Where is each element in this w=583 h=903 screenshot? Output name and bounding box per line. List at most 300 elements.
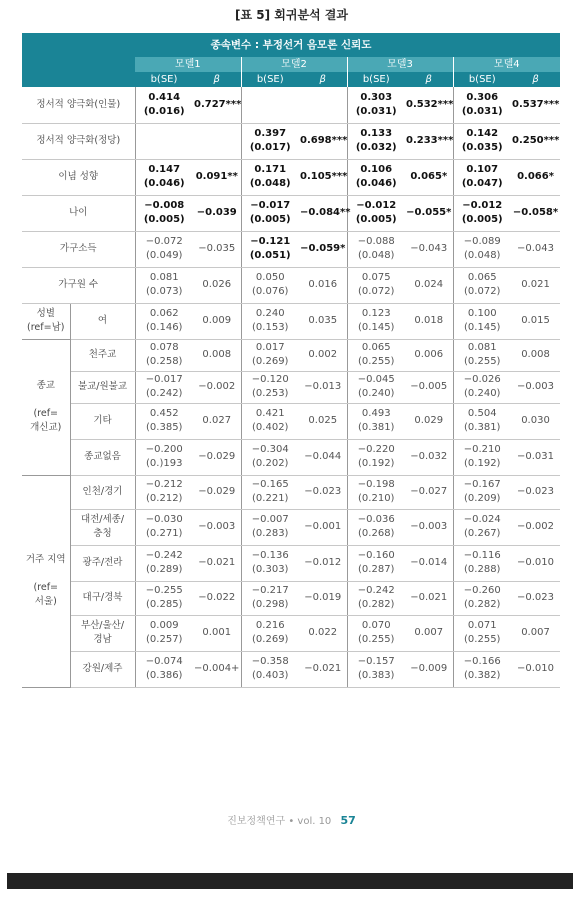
row-label: 종교없음	[70, 439, 135, 475]
coefficient-b: −0.116	[463, 550, 501, 561]
beta-cell: −0.023	[511, 475, 560, 509]
beta-cell: −0.029	[193, 439, 241, 475]
beta-cell: 0.532***	[405, 87, 453, 123]
coefficient-b: −0.089	[463, 236, 501, 247]
row-label: 대전/세종/ 충청	[70, 509, 135, 545]
coefficient-b: −0.024	[463, 514, 501, 525]
beta-cell: 0.006	[405, 339, 453, 371]
standard-error: (0.271)	[146, 528, 183, 539]
beta-cell: 0.002	[299, 339, 347, 371]
b-se-cell	[241, 403, 299, 439]
standard-error: (0.255)	[464, 634, 501, 645]
b-se-cell	[453, 159, 511, 195]
b-se-cell	[453, 339, 511, 371]
standard-error: (0.048)	[249, 178, 291, 189]
coefficient-b: −0.074	[145, 656, 183, 667]
standard-error: (0.032)	[355, 142, 397, 153]
standard-error: (0.381)	[464, 422, 501, 433]
beta-cell: 0.024	[405, 267, 453, 303]
beta-cell: −0.035	[193, 231, 241, 267]
coefficient-b: −0.007	[251, 514, 289, 525]
coefficient-b: 0.071	[467, 620, 497, 631]
standard-error: (0.153)	[252, 322, 289, 333]
coefficient-b: 0.081	[467, 342, 497, 353]
b-se-header: b(SE)	[453, 72, 511, 87]
model-header: 모델2	[241, 57, 347, 72]
beta-cell: −0.029	[193, 475, 241, 509]
row-label: 정서적 양극화(정당)	[22, 123, 135, 159]
b-se-cell	[241, 545, 299, 581]
standard-error: (0.005)	[461, 214, 503, 225]
standard-error: (0.035)	[461, 142, 503, 153]
b-se-cell	[241, 439, 299, 475]
b-se-cell	[241, 651, 299, 687]
beta-cell: 0.105***	[299, 159, 347, 195]
b-se-cell	[241, 615, 299, 651]
beta-cell: −0.005	[405, 371, 453, 403]
b-se-cell	[347, 615, 405, 651]
row-label: 가구소득	[22, 231, 135, 267]
beta-cell: −0.027	[405, 475, 453, 509]
model-header: 모델1	[135, 57, 241, 72]
standard-error: (0.072)	[464, 286, 501, 297]
coefficient-b: 0.070	[361, 620, 391, 631]
row-label: 나이	[22, 195, 135, 231]
b-se-cell	[241, 371, 299, 403]
b-se-cell	[241, 231, 299, 267]
beta-cell: −0.023	[511, 581, 560, 615]
standard-error: (0.031)	[355, 105, 397, 117]
b-se-cell	[453, 615, 511, 651]
standard-error: (0.240)	[464, 388, 501, 399]
b-se-cell	[453, 267, 511, 303]
beta-cell: −0.001	[299, 509, 347, 545]
b-se-cell	[347, 195, 405, 231]
standard-error: (0.381)	[358, 422, 395, 433]
coefficient-b: 0.081	[149, 272, 179, 283]
coefficient-b: 0.397	[254, 128, 287, 139]
b-se-cell	[453, 231, 511, 267]
standard-error: (0.212)	[146, 493, 183, 504]
b-se-cell	[453, 403, 511, 439]
coefficient-b: 0.504	[467, 408, 497, 419]
beta-cell: 0.727***	[193, 87, 241, 123]
b-se-cell	[347, 87, 405, 123]
beta-cell: 0.026	[193, 267, 241, 303]
standard-error: (0.005)	[355, 214, 397, 225]
standard-error: (0.385)	[146, 422, 183, 433]
standard-error: (0.005)	[249, 214, 291, 225]
standard-error: (0.269)	[252, 356, 289, 367]
standard-error: (0.076)	[252, 286, 289, 297]
coefficient-b: −0.026	[463, 374, 501, 385]
coefficient-b: −0.045	[357, 374, 395, 385]
b-se-cell	[347, 231, 405, 267]
b-se-cell	[135, 439, 193, 475]
standard-error: (0.288)	[464, 564, 501, 575]
journal-name: 진보정책연구 • vol. 10	[227, 816, 332, 827]
coefficient-b: −0.072	[145, 236, 183, 247]
coefficient-b: −0.012	[462, 200, 503, 211]
header-corner	[22, 57, 135, 87]
row-label: 여	[70, 303, 135, 339]
standard-error: (0.145)	[464, 322, 501, 333]
coefficient-b: 0.075	[361, 272, 391, 283]
b-se-cell	[241, 509, 299, 545]
beta-cell: −0.022	[193, 581, 241, 615]
beta-cell	[193, 123, 241, 159]
beta-cell: −0.010	[511, 545, 560, 581]
standard-error: (0.255)	[358, 356, 395, 367]
beta-cell: −0.003	[511, 371, 560, 403]
b-se-cell	[453, 87, 511, 123]
standard-error: (0.192)	[464, 458, 501, 469]
b-se-cell	[241, 339, 299, 371]
beta-cell: −0.044	[299, 439, 347, 475]
b-se-cell	[453, 475, 511, 509]
beta-cell: −0.023	[299, 475, 347, 509]
standard-error: (0.258)	[146, 356, 183, 367]
table-row	[22, 651, 560, 687]
beta-cell: 0.035	[299, 303, 347, 339]
coefficient-b: −0.167	[463, 479, 501, 490]
coefficient-b: 0.452	[149, 408, 179, 419]
beta-cell: −0.004+	[193, 651, 241, 687]
standard-error: (0.047)	[461, 178, 503, 189]
coefficient-b: 0.147	[148, 164, 181, 175]
b-se-cell	[135, 159, 193, 195]
beta-cell: −0.043	[511, 231, 560, 267]
b-se-cell	[241, 475, 299, 509]
table-caption: [표 5] 회귀분석 결과	[235, 8, 348, 22]
standard-error: (0.268)	[358, 528, 395, 539]
beta-cell: −0.002	[193, 371, 241, 403]
group-label: 성별 (ref=남)	[22, 303, 70, 339]
b-se-cell	[241, 195, 299, 231]
beta-cell: 0.066*	[511, 159, 560, 195]
beta-cell: −0.039	[193, 195, 241, 231]
b-se-cell	[241, 87, 299, 123]
beta-cell: 0.016	[299, 267, 347, 303]
beta-cell: −0.003	[193, 509, 241, 545]
coefficient-b: −0.255	[145, 585, 183, 596]
b-se-cell	[135, 195, 193, 231]
coefficient-b: −0.120	[251, 374, 289, 385]
standard-error: (0.210)	[358, 493, 395, 504]
standard-error: (0.255)	[464, 356, 501, 367]
b-se-cell	[347, 475, 405, 509]
standard-error: (0.289)	[146, 564, 183, 575]
coefficient-b: 0.142	[466, 128, 499, 139]
b-se-cell	[135, 371, 193, 403]
standard-error: (0.192)	[358, 458, 395, 469]
standard-error: (0.016)	[143, 105, 185, 117]
row-label: 이념 성향	[22, 159, 135, 195]
coefficient-b: 0.062	[149, 308, 179, 319]
coefficient-b: −0.017	[250, 200, 291, 211]
beta-header: β	[193, 72, 241, 87]
b-se-cell	[347, 303, 405, 339]
table-row	[22, 403, 560, 439]
beta-cell: −0.058*	[511, 195, 560, 231]
b-se-cell	[347, 439, 405, 475]
coefficient-b: −0.217	[251, 585, 289, 596]
beta-cell: −0.014	[405, 545, 453, 581]
standard-error: (0.257)	[146, 634, 183, 645]
coefficient-b: 0.065	[361, 342, 391, 353]
coefficient-b: −0.160	[357, 550, 395, 561]
coefficient-b: 0.414	[148, 91, 181, 103]
beta-cell: −0.019	[299, 581, 347, 615]
standard-error: (0.386)	[146, 670, 183, 681]
standard-error: (0.255)	[358, 634, 395, 645]
beta-cell: −0.021	[405, 581, 453, 615]
b-se-cell	[347, 267, 405, 303]
row-label: 부산/울산/ 경남	[70, 615, 135, 651]
beta-cell: −0.021	[299, 651, 347, 687]
coefficient-b: −0.212	[145, 479, 183, 490]
standard-error: (0.253)	[252, 388, 289, 399]
beta-header: β	[511, 72, 560, 87]
standard-error: (0.202)	[252, 458, 289, 469]
coefficient-b: 0.306	[466, 91, 499, 103]
coefficient-b: 0.421	[255, 408, 285, 419]
coefficient-b: 0.133	[360, 128, 393, 139]
beta-cell: 0.065*	[405, 159, 453, 195]
beta-cell: 0.030	[511, 403, 560, 439]
standard-error: (0.073)	[146, 286, 183, 297]
row-label: 천주교	[70, 339, 135, 371]
beta-cell: 0.008	[193, 339, 241, 371]
beta-cell: 0.008	[511, 339, 560, 371]
beta-cell: 0.022	[299, 615, 347, 651]
beta-header: β	[405, 72, 453, 87]
beta-cell: −0.013	[299, 371, 347, 403]
standard-error: (0.242)	[146, 388, 183, 399]
coefficient-b: −0.008	[144, 200, 185, 211]
standard-error: (0.)193	[146, 458, 183, 469]
row-label: 가구원 수	[22, 267, 135, 303]
b-se-cell	[135, 651, 193, 687]
coefficient-b: −0.242	[145, 550, 183, 561]
beta-cell: −0.031	[511, 439, 560, 475]
beta-cell: 0.018	[405, 303, 453, 339]
standard-error: (0.145)	[358, 322, 395, 333]
coefficient-b: 0.106	[360, 164, 393, 175]
coefficient-b: −0.210	[463, 444, 501, 455]
standard-error: (0.287)	[358, 564, 395, 575]
beta-cell: −0.055*	[405, 195, 453, 231]
standard-error: (0.282)	[464, 599, 501, 610]
coefficient-b: 0.009	[149, 620, 179, 631]
coefficient-b: −0.304	[251, 444, 289, 455]
standard-error: (0.051)	[249, 250, 291, 261]
standard-error: (0.048)	[464, 250, 501, 261]
beta-cell: 0.091**	[193, 159, 241, 195]
group-label: 거주 지역 (ref= 서울)	[22, 475, 70, 687]
row-label: 대구/경북	[70, 581, 135, 615]
b-se-cell	[453, 509, 511, 545]
model-header: 모델3	[347, 57, 453, 72]
standard-error: (0.403)	[252, 670, 289, 681]
coefficient-b: 0.065	[467, 272, 497, 283]
standard-error: (0.382)	[464, 670, 501, 681]
beta-cell: −0.009	[405, 651, 453, 687]
table-row	[22, 545, 560, 581]
b-se-cell	[135, 509, 193, 545]
coefficient-b: −0.030	[145, 514, 183, 525]
coefficient-b: −0.220	[357, 444, 395, 455]
b-se-cell	[135, 267, 193, 303]
b-se-cell	[241, 159, 299, 195]
b-se-cell	[135, 87, 193, 123]
b-se-cell	[135, 123, 193, 159]
coefficient-b: −0.017	[145, 374, 183, 385]
standard-error: (0.146)	[146, 322, 183, 333]
b-se-cell	[453, 303, 511, 339]
coefficient-b: 0.078	[149, 342, 179, 353]
b-se-cell	[241, 123, 299, 159]
standard-error: (0.017)	[249, 142, 291, 153]
row-label: 기타	[70, 403, 135, 439]
coefficient-b: −0.198	[357, 479, 395, 490]
coefficient-b: −0.012	[356, 200, 397, 211]
coefficient-b: 0.100	[467, 308, 497, 319]
b-se-cell	[453, 545, 511, 581]
beta-cell: 0.001	[193, 615, 241, 651]
standard-error: (0.383)	[358, 670, 395, 681]
b-se-cell	[135, 231, 193, 267]
coefficient-b: −0.260	[463, 585, 501, 596]
beta-cell: 0.698***	[299, 123, 347, 159]
b-se-cell	[347, 123, 405, 159]
beta-cell: −0.059*	[299, 231, 347, 267]
b-se-header: b(SE)	[241, 72, 299, 87]
coefficient-b: 0.050	[255, 272, 285, 283]
standard-error: (0.049)	[146, 250, 183, 261]
standard-error: (0.303)	[252, 564, 289, 575]
b-se-cell	[453, 195, 511, 231]
coefficient-b: −0.165	[251, 479, 289, 490]
b-se-cell	[135, 339, 193, 371]
b-se-cell	[241, 303, 299, 339]
coefficient-b: 0.493	[361, 408, 391, 419]
coefficient-b: −0.088	[357, 236, 395, 247]
beta-cell: −0.010	[511, 651, 560, 687]
standard-error: (0.240)	[358, 388, 395, 399]
coefficient-b: −0.242	[357, 585, 395, 596]
beta-cell: −0.021	[193, 545, 241, 581]
row-label: 정서적 양극화(인물)	[22, 87, 135, 123]
coefficient-b: −0.036	[357, 514, 395, 525]
table-row	[22, 195, 560, 231]
b-se-cell	[453, 439, 511, 475]
beta-cell: 0.029	[405, 403, 453, 439]
coefficient-b: 0.171	[254, 164, 287, 175]
b-se-cell	[347, 371, 405, 403]
coefficient-b: 0.216	[255, 620, 285, 631]
model-header: 모델4	[453, 57, 560, 72]
standard-error: (0.209)	[464, 493, 501, 504]
standard-error: (0.072)	[358, 286, 395, 297]
b-se-cell	[135, 475, 193, 509]
beta-cell: −0.043	[405, 231, 453, 267]
table-row	[22, 439, 560, 475]
page-number: 57	[340, 814, 356, 827]
beta-cell	[299, 87, 347, 123]
standard-error: (0.046)	[143, 178, 185, 189]
regression-table	[22, 33, 560, 688]
dependent-variable-header: 종속변수 : 부정선거 음모론 신뢰도	[22, 33, 560, 57]
b-se-cell	[135, 545, 193, 581]
table-row	[22, 581, 560, 615]
beta-cell: −0.012	[299, 545, 347, 581]
standard-error: (0.267)	[464, 528, 501, 539]
page-footer	[0, 812, 583, 827]
b-se-cell	[347, 403, 405, 439]
table-row	[22, 475, 560, 509]
group-label: 종교 (ref= 개신교)	[22, 339, 70, 475]
coefficient-b: 0.107	[466, 164, 499, 175]
b-se-cell	[135, 303, 193, 339]
b-se-cell	[453, 371, 511, 403]
b-se-header: b(SE)	[135, 72, 193, 87]
b-se-cell	[347, 509, 405, 545]
beta-cell: −0.084**	[299, 195, 347, 231]
coefficient-b: 0.017	[255, 342, 285, 353]
coefficient-b: −0.136	[251, 550, 289, 561]
standard-error: (0.046)	[355, 178, 397, 189]
beta-cell: 0.021	[511, 267, 560, 303]
row-label: 불교/원불교	[70, 371, 135, 403]
coefficient-b: −0.358	[251, 656, 289, 667]
b-se-cell	[135, 581, 193, 615]
row-label: 강원/제주	[70, 651, 135, 687]
standard-error: (0.005)	[143, 214, 185, 225]
beta-cell: 0.537***	[511, 87, 560, 123]
b-se-header: b(SE)	[347, 72, 405, 87]
table-row	[22, 339, 560, 371]
table-row	[22, 159, 560, 195]
b-se-cell	[135, 403, 193, 439]
table-row	[22, 231, 560, 267]
beta-cell: 0.250***	[511, 123, 560, 159]
table-row	[22, 123, 560, 159]
standard-error: (0.298)	[252, 599, 289, 610]
beta-cell: 0.007	[511, 615, 560, 651]
b-se-cell	[347, 339, 405, 371]
beta-cell: −0.032	[405, 439, 453, 475]
beta-cell: 0.009	[193, 303, 241, 339]
header-row-dependent	[22, 33, 560, 57]
standard-error: (0.221)	[252, 493, 289, 504]
row-label: 광주/전라	[70, 545, 135, 581]
coefficient-b: −0.200	[145, 444, 183, 455]
b-se-cell	[241, 581, 299, 615]
coefficient-b: −0.166	[463, 656, 501, 667]
bottom-bar	[7, 873, 573, 889]
beta-cell: 0.015	[511, 303, 560, 339]
b-se-cell	[347, 545, 405, 581]
coefficient-b: −0.157	[357, 656, 395, 667]
b-se-cell	[347, 159, 405, 195]
beta-cell: −0.003	[405, 509, 453, 545]
table-row	[22, 371, 560, 403]
beta-cell: −0.002	[511, 509, 560, 545]
table-row	[22, 615, 560, 651]
b-se-cell	[453, 123, 511, 159]
table-row	[22, 303, 560, 339]
